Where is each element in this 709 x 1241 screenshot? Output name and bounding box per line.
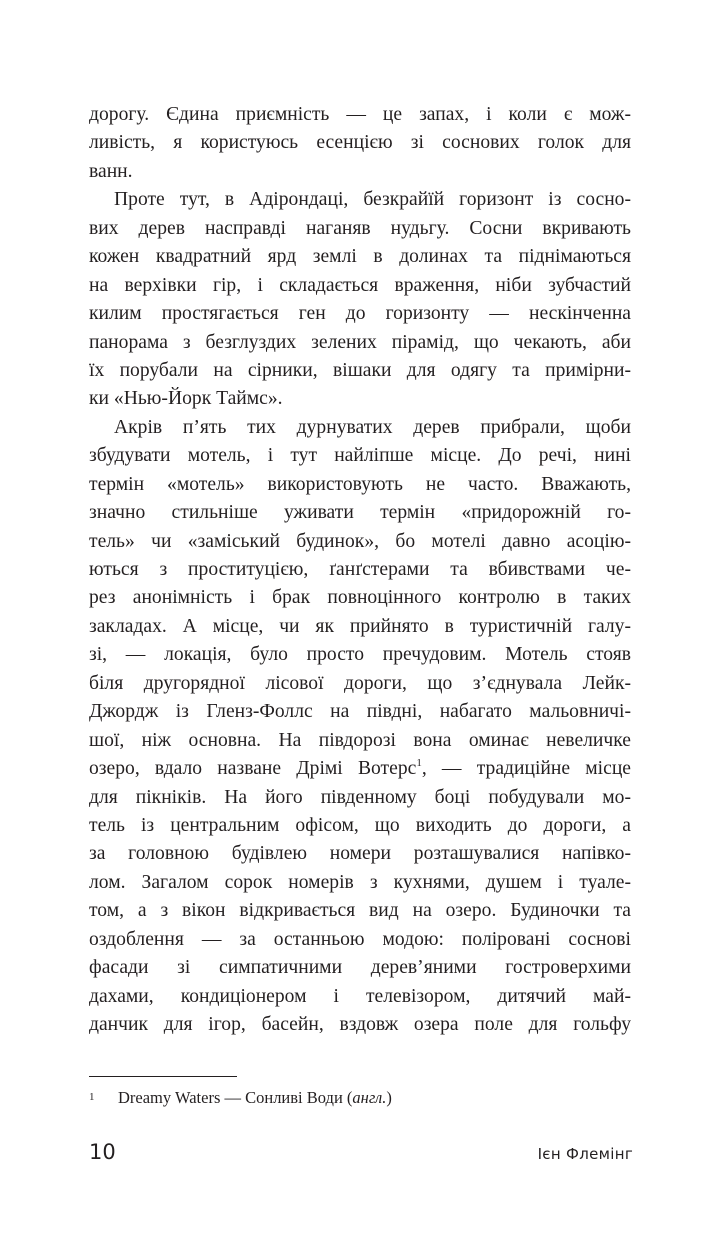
text-segment: озеро, вдало назване Дрімі Вотерс — [89, 758, 417, 780]
text-line: закладах. А місце, чи як прийнято в туристичній галу- — [89, 615, 631, 637]
footnote — [89, 1087, 629, 1109]
text-line: панорама з безглуздих зелених пірамід, що чекають, аби — [89, 331, 631, 353]
text-line: кожен квадратний ярд землі в долинах та піднімаються — [89, 246, 631, 268]
footnote-close: ) — [386, 1088, 392, 1107]
text-line: килим простягається ген до горизонту — нескінченна — [89, 303, 631, 325]
running-head-author: Ієн Флемінг — [537, 1145, 633, 1163]
text-line: термін «мотель» використовують не часто. Вважають, — [89, 473, 631, 495]
text-line: зі, — локація, було просто пречудовим. Мотель стояв — [89, 644, 631, 666]
text-line: шої, ніж основна. На півдорозі вона оминає невеличке — [89, 729, 631, 751]
page-number: 10 — [89, 1140, 116, 1164]
footnote-italic: англ. — [352, 1088, 387, 1107]
text-line: тель» чи «заміський будинок», бо мотелі давно асоцію- — [89, 530, 631, 552]
text-line: фасади зі симпатичними дерев’яними гостроверхими — [89, 957, 631, 979]
text-line: збудувати мотель, і тут найліпше місце. До речі, нині — [89, 445, 631, 467]
text-line: оздоблення — за останньою модою: поліровані соснові — [89, 928, 631, 950]
text-line: вих дерев насправді наганяв нудьгу. Сосни вкривають — [89, 217, 631, 239]
body-text — [89, 101, 631, 1039]
text-line: Джордж із Гленз-Фоллс на півдні, набагато мальовничі- — [89, 701, 631, 723]
text-line: біля другорядної лісової дороги, що з’єднувала Лейк- — [89, 672, 631, 694]
text-segment: , — традиційне місце — [421, 758, 631, 780]
text-line: ванн. — [89, 160, 133, 182]
text-line: Проте тут, в Адірондаці, безкрайїй горизонт із сосно- — [114, 189, 631, 211]
text-line: ливість, я користуюсь есенцією зі соснових голок для — [89, 132, 631, 154]
text-line: Акрів п’ять тих дурнуватих дерев прибрали, щоби — [114, 416, 631, 438]
text-line: данчик для ігор, басейн, вздовж озера поле для гольфу — [89, 1014, 631, 1035]
footnote-number: 1 — [89, 1091, 95, 1103]
text-line: ки «Нью-Йорк Таймс». — [89, 388, 283, 410]
text-line: рез анонімність і брак повноцінного контролю в таких — [89, 587, 631, 609]
text-line: том, а з вікон відкривається вид на озеро. Будиночки та — [89, 900, 631, 922]
text-line: на верхівки гір, і складається враження, ніби зубчастий — [89, 274, 631, 296]
text-line: дахами, кондиціонером і телевізором, дитячий май- — [89, 985, 631, 1007]
text-line: лом. Загалом сорок номерів з кухнями, душем і туале- — [89, 871, 631, 893]
text-line: дорогу. Єдина приємність — це запах, і коли є мож- — [89, 104, 631, 125]
text-line: значно стильніше уживати термін «придорожній го- — [89, 502, 631, 524]
footnote-text: Dreamy Waters — Сонливі Води ( — [118, 1088, 353, 1107]
text-line: їх порубали на сірники, вішаки для одягу та примірни- — [89, 359, 631, 381]
text-line: тель із центральним офісом, що виходить до дороги, а — [89, 814, 631, 836]
text-line: за головною будівлею номери розташувалися напівко- — [89, 843, 631, 865]
text-line — [89, 755, 631, 783]
footnote-reference[interactable]: 1 — [416, 757, 422, 770]
text-line: ються з проституцією, ґанґстерами та вбивствами че- — [89, 559, 631, 580]
text-line: для пікніків. На його південному боці побудували мо- — [89, 786, 631, 808]
footnote-divider — [89, 1076, 237, 1077]
